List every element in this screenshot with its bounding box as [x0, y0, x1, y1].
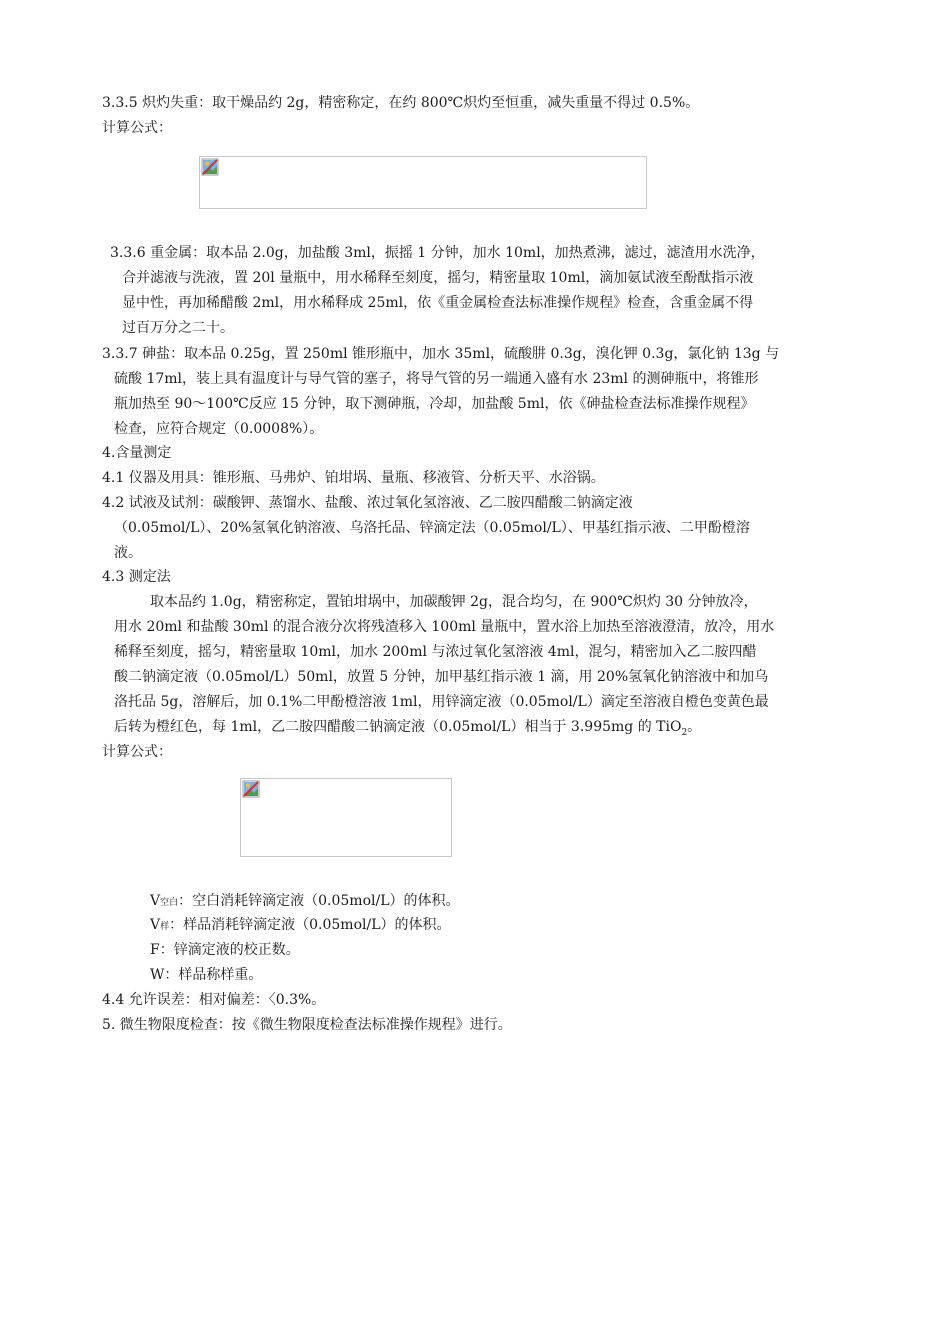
v-blank-symbol: V — [150, 893, 161, 909]
section-3-3-7-line-3: 瓶加热至 90～100℃反应 15 分钟，取下测砷瓶，冷却，加盐酸 5ml，依《砷盐检查法标准操作规程》 — [114, 396, 755, 412]
section-4-4-text: 4.4 允许误差：相对偏差：〈0.3%。 — [102, 992, 326, 1008]
section-4-3-line-6-main: 后转为橙红色，每 1ml，乙二胺四醋酸二钠滴定液（0.05mol/L）相当于 3.995mg 的 TiO — [114, 719, 682, 735]
section-3-3-7-line-2: 硫酸 17ml，装上具有温度计与导气管的塞子，将导气管的另一端通入盛有水 23ml 的测砷瓶中，将锥形 — [114, 371, 759, 387]
section-4-3-line-1: 取本品约 1.0g，精密称定，置铂坩埚中，加碳酸钾 2g，混合均匀，在 900℃炽灼 30 分钟放冷， — [150, 594, 758, 610]
section-4-3-line-4: 酸二钠滴定液（0.05mol/L）50ml，放置 5 分钟，加甲基红指示液 1 滴，用 20%氢氧化钠溶液中和加乌 — [114, 669, 769, 685]
formula-image-2 — [240, 778, 452, 857]
section-3-3-6-line-3: 显中性，再加稀醋酸 2ml，用水稀释成 25ml，依《重金属检查法标准操作规程》检查，含重金属不得 — [122, 295, 754, 311]
section-4-3-title: 4.3 测定法 — [102, 569, 171, 585]
formula-label-2: 计算公式： — [102, 744, 172, 760]
section-4-3-line-3: 稀释至刻度，摇匀，精密量取 10ml，加水 200ml 与浓过氧化氢溶液 4ml，混匀，精密加入乙二胺四醋 — [114, 644, 757, 660]
formula-label-1: 计算公式： — [102, 120, 172, 136]
section-4-2-line-2: （0.05mol/L）、20%氢氧化钠溶液、乌洛托品、锌滴定法（0.05mol/L）、甲基红指示液、二甲酚橙溶 — [114, 520, 750, 536]
section-4-1-text: 4.1 仪器及用具：锥形瓶、马弗炉、铂坩埚、量瓶、移液管、分析天平、水浴锅。 — [102, 470, 605, 486]
section-3-3-7-line-1: 3.3.7 砷盐：取本品 0.25g，置 250ml 锥形瓶中，加水 35ml，硫酸肼 0.3g，溴化钾 0.3g，氯化钠 13g 与 — [102, 346, 780, 362]
f-definition: F：锌滴定液的校正数。 — [150, 942, 300, 958]
section-4-3-line-5: 洛托品 5g，溶解后，加 0.1%二甲酚橙溶液 1ml，用锌滴定液（0.05mol/L）滴定至溶液自橙色变黄色最 — [114, 694, 769, 710]
section-3-3-6-line-1: 3.3.6 重金属：取本品 2.0g，加盐酸 3ml，振摇 1 分钟，加水 10ml，加热煮沸，滤过，滤渣用水洗净， — [110, 245, 765, 261]
section-4-2-line-1: 4.2 试液及试剂：碳酸钾、蒸馏水、盐酸、浓过氧化氢溶液、乙二胺四醋酸二钠滴定液 — [102, 495, 633, 511]
v-blank-definition — [150, 889, 460, 915]
section-4-2-line-3: 液。 — [114, 545, 142, 561]
section-4-title: 4.含量测定 — [102, 445, 172, 461]
section-3-3-5-text: 3.3.5 炽灼失重：取干燥品约 2g，精密称定，在约 800℃炽灼至恒重，减失重量不得过 0.5%。 — [102, 95, 700, 111]
section-3-3-7-line-4: 检查，应符合规定（0.0008%）。 — [114, 421, 324, 437]
broken-image-icon — [201, 158, 219, 176]
broken-image-icon — [242, 780, 260, 798]
section-4-3-line-2: 用水 20ml 和盐酸 30ml 的混合液分次将残渣移入 100ml 量瓶中，置水浴上加热至溶液澄清，放冷，用水 — [114, 619, 775, 635]
v-sample-definition — [150, 913, 451, 939]
section-5-text: 5. 微生物限度检查：按《微生物限度检查法标准操作规程》进行。 — [102, 1017, 512, 1033]
v-sample-symbol: V — [150, 917, 161, 933]
v-blank-subscript: 空白 — [160, 898, 179, 908]
v-sample-text: ：样品消耗锌滴定液（0.05mol/L）的体积。 — [169, 917, 451, 933]
formula-image-1 — [199, 156, 647, 209]
section-4-3-line-6-end: 。 — [687, 719, 702, 735]
tio2-subscript: 2 — [681, 727, 688, 738]
section-3-3-6-line-4: 过百万分之二十。 — [122, 320, 234, 336]
section-4-3-line-6 — [114, 715, 701, 745]
w-definition: W：样品称样重。 — [150, 967, 263, 983]
section-3-3-6-line-2: 合并滤液与洗液，置 20l 量瓶中，用水稀释至刻度，摇匀，精密量取 10ml，滴加氨试液至酚酞指示液 — [122, 270, 754, 286]
v-sample-subscript: 样 — [160, 922, 170, 932]
v-blank-text: ：空白消耗锌滴定液（0.05mol/L）的体积。 — [178, 893, 460, 909]
